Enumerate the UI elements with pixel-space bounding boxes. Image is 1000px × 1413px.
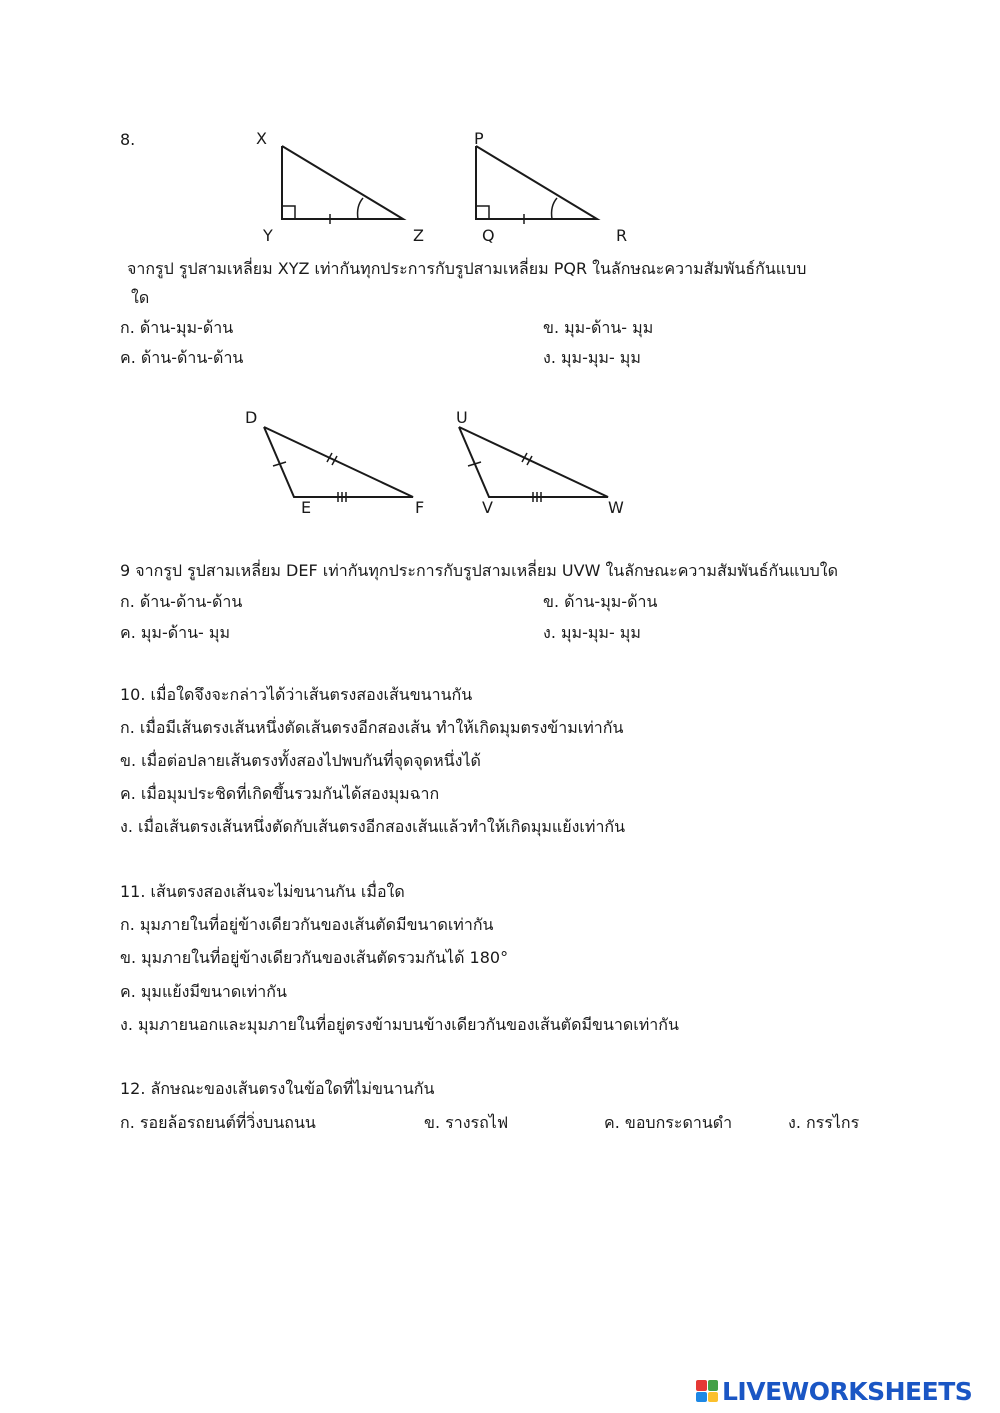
- label-e: E: [301, 498, 312, 517]
- q10-text: 10. เมื่อใดจึงจะกล่าวได้ว่าเส้นตรงสองเส้นขนานกัน: [120, 685, 473, 704]
- q8-number: 8.: [120, 130, 136, 149]
- q8-text-line2: ใด: [131, 288, 150, 307]
- q10-option-b[interactable]: ข. เมื่อต่อปลายเส้นตรงทั้งสองไปพบกันที่จุดจุดหนึ่งได้: [120, 751, 481, 770]
- q8-option-d[interactable]: ง. มุม-มุม- มุม: [543, 348, 641, 367]
- q12-option-a[interactable]: ก. รอยล้อรถยนต์ที่วิ่งบนถนน: [120, 1113, 316, 1132]
- q12-option-d[interactable]: ง. กรรไกร: [788, 1113, 860, 1132]
- label-w: W: [608, 498, 624, 517]
- triangle-xyz: [282, 146, 403, 224]
- q9-option-d[interactable]: ง. มุม-มุม- มุม: [543, 623, 641, 642]
- q10-option-d[interactable]: ง. เมื่อเส้นตรงเส้นหนึ่งตัดกับเส้นตรงอีกสองเส้นแล้วทำให้เกิดมุมแย้งเท่ากัน: [120, 817, 626, 836]
- liveworksheets-logo[interactable]: [696, 1376, 972, 1406]
- q8-option-b[interactable]: ข. มุม-ด้าน- มุม: [543, 318, 654, 337]
- triangle-pqr: [476, 146, 597, 224]
- q8-option-a[interactable]: ก. ด้าน-มุม-ด้าน: [120, 318, 234, 337]
- q9-text: 9 จากรูป รูปสามเหลี่ยม DEF เท่ากันทุกประการกับรูปสามเหลี่ยม UVW ในลักษณะความสัมพันธ์กันแบบใด: [120, 561, 838, 580]
- liveworksheets-logo-icon: [696, 1380, 718, 1402]
- label-r: R: [616, 226, 628, 245]
- liveworksheets-brand: LIVEWORKSHEETS: [722, 1376, 973, 1406]
- q11-option-d[interactable]: ง. มุมภายนอกและมุมภายในที่อยู่ตรงข้ามบนข้างเดียวกันของเส้นตัดมีขนาดเท่ากัน: [120, 1015, 679, 1034]
- q12-text: 12. ลักษณะของเส้นตรงในข้อใดที่ไม่ขนานกัน: [120, 1079, 435, 1098]
- label-v: V: [482, 498, 493, 517]
- q10-option-c[interactable]: ค. เมื่อมุมประชิดที่เกิดขึ้นรวมกันได้สองมุมฉาก: [120, 784, 440, 803]
- q12-option-b[interactable]: ข. รางรถไฟ: [424, 1113, 509, 1132]
- q11-option-b[interactable]: ข. มุมภายในที่อยู่ข้างเดียวกันของเส้นตัดรวมกันได้ 180°: [120, 948, 509, 967]
- label-d: D: [245, 408, 258, 427]
- triangle-def: [264, 427, 413, 502]
- q11-text: 11. เส้นตรงสองเส้นจะไม่ขนานกัน เมื่อใด: [120, 882, 405, 901]
- label-z: Z: [413, 226, 424, 245]
- q9-option-a[interactable]: ก. ด้าน-ด้าน-ด้าน: [120, 592, 243, 611]
- q11-option-c[interactable]: ค. มุมแย้งมีขนาดเท่ากัน: [120, 982, 287, 1001]
- triangle-uvw: [459, 427, 608, 502]
- q9-option-b[interactable]: ข. ด้าน-มุม-ด้าน: [543, 592, 658, 611]
- label-u: U: [456, 408, 468, 427]
- label-q: Q: [482, 226, 495, 245]
- label-x: X: [256, 129, 267, 148]
- q8-text-line1: จากรูป รูปสามเหลี่ยม XYZ เท่ากันทุกประการกับรูปสามเหลี่ยม PQR ในลักษณะความสัมพันธ์กันแบบ: [127, 259, 807, 278]
- q8-option-c[interactable]: ค. ด้าน-ด้าน-ด้าน: [120, 348, 244, 367]
- q10-option-a[interactable]: ก. เมื่อมีเส้นตรงเส้นหนึ่งตัดเส้นตรงอีกสองเส้น ทำให้เกิดมุมตรงข้ามเท่ากัน: [120, 718, 624, 737]
- q9-option-c[interactable]: ค. มุม-ด้าน- มุม: [120, 623, 231, 642]
- label-y: Y: [263, 226, 273, 245]
- label-f: F: [415, 498, 425, 517]
- label-p: P: [474, 129, 484, 148]
- q11-option-a[interactable]: ก. มุมภายในที่อยู่ข้างเดียวกันของเส้นตัดมีขนาดเท่ากัน: [120, 915, 494, 934]
- q12-option-c[interactable]: ค. ขอบกระดานดำ: [604, 1113, 733, 1132]
